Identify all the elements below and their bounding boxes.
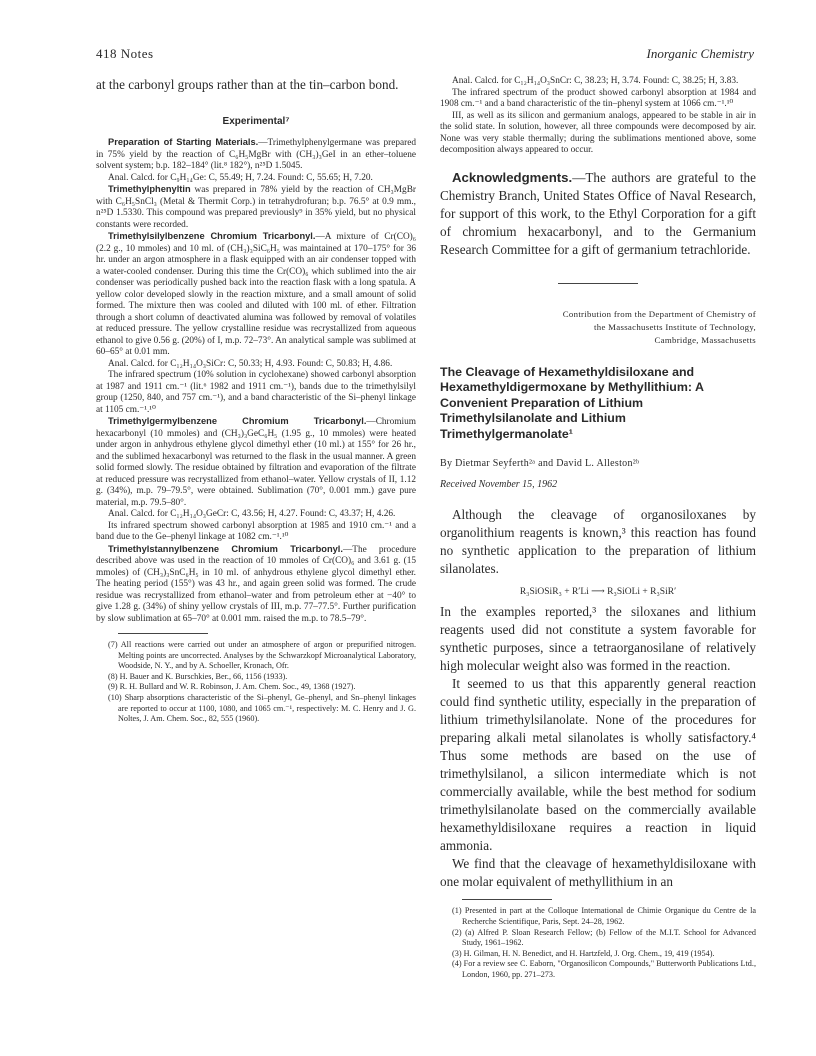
infrared-text: The infrared spectrum of the product showed carbonyl absorption at 1984 and 1908 cm.⁻¹ and a band characteristic of the tin–phenyl system at 1066 cm.⁻¹.¹⁰ [440, 87, 756, 109]
analysis-line: Anal. Calcd. for C₁₂H₁₄O₃GeCr: C, 43.56; H, 4.27. Found: C, 43.37; H, 4.26. [108, 509, 396, 519]
acknowledgments-body: —The authors are grateful to the Chemistry Branch, United States Office of Naval Research, for support of this work, to the Ethyl Corporation for a gift of chromium hexacarbonyl, and to the Germanium Research Committee for a gift of germanium tetrachloride. [440, 169, 756, 257]
footnote-10: (10) Sharp absorptions characteristic of the Si–phenyl, Ge–phenyl, and Sn–phenyl linkages are reported to occur at 1100, 1080, and 1065 cm.⁻¹, respectively: M. C. Henry and J. G. Noltes, J. Am. Chem. Soc., 82, 555 (1960). [108, 692, 416, 724]
stability-text: III, as well as its silicon and germanium analogs, appeared to be stable in air in the solid state. In solution, however, all three compounds were decomposed by air. None was very stable thermally; during the sublimations mentioned above, some decomposition always appeared to occur. [440, 110, 756, 155]
page-header-left: 418 Notes [96, 46, 154, 61]
infrared-text: Its infrared spectrum showed carbonyl absorption at 1985 and 1910 cm.⁻¹ and a band due to the Ge–phenyl linkage at 1082 cm.⁻¹.¹⁰ [96, 520, 416, 542]
run-in-heading: Trimethylphenyltin [108, 184, 191, 194]
run-in-heading: Preparation of Starting Materials. [108, 137, 259, 147]
footnote-7: (7) All reactions were carried out under an atmosphere of argon or prepurified nitrogen. Melting points are uncorrected. Analyses by the Schwarzkopf Microanalytical Laboratory, Woodside, N. Y., and by A. Schoeller, Kronach, Ofr. [108, 640, 416, 671]
footnote-rule [118, 633, 208, 634]
body-paragraph-1: Although the cleavage of organosiloxanes by organolithium reagents is known,³ this reaction has found no synthetic application to the preparation of lithium silanolates. [440, 507, 756, 577]
run-in-heading: Trimethylgermylbenzene Chromium Tricarbonyl. [108, 416, 367, 426]
paragraph-germylbenzene [96, 416, 416, 509]
paragraph-body: —The procedure described above was used in the reaction of 10 mmoles of Cr(CO)₆ and 3.61 g. (15 mmoles) of (CH₃)₃SnC₆H₅ in 10 ml. of anhydrous ethylene glycol dimethyl ether. The heating period (155°) was 43 hr., and again green solid was formed. The crude residue was recrystallized from ethanol–water and from petroleum ether at −40° to give 1.28 g. (34%) of shiny yellow crystals of III, m.p. 77–77.5°. Further purification by slow sublimation at 65–70° at 0.001 mm. raised the m.p. to 78.5–79°. [96, 544, 416, 624]
acknowledgments-heading: Acknowledgments. [452, 169, 573, 185]
acknowledgments [440, 169, 756, 259]
analysis-line: Anal. Calcd. for C₉H₁₄Ge: C, 55.49; H, 7.24. Found: C, 55.65; H, 7.20. [108, 172, 373, 183]
footnote-1: (1) Presented in part at the Colloque International de Chimie Organique du Centre de la Recherche Scientifique, Paris, Sept. 24–28, 1962. [452, 906, 756, 927]
footnote-rule [462, 899, 552, 900]
contribution-line-1: Contribution from the Department of Chemistry of [562, 308, 756, 319]
footnote-8: (8) H. Bauer and K. Burschkies, Ber., 66, 1156 (1933). [108, 671, 288, 681]
paragraph-body: —Trimethylphenylgermane was prepared in 75% yield by the reaction of C₆H₅MgBr with (CH₃)₃GeI in an ether–toluene solvent system; b.p. 182–184° (lit.⁸ 182°), n²⁵D 1.5045. [96, 138, 416, 171]
contribution-line-3: Cambridge, Massachusetts [654, 334, 756, 345]
run-in-heading: Trimethylsilylbenzene Chromium Tricarbonyl. [108, 231, 316, 241]
contribution-line-2: the Massachusetts Institute of Technology, [594, 321, 756, 332]
article-title: The Cleavage of Hexamethyldisiloxane and Hexamethyldigermoxane by Methyllithium: A Convenient Preparation of Lithium Trimethylsilanolate and Lithium Trimethylgermanolate¹ [440, 364, 704, 441]
footnote-9: (9) R. H. Bullard and W. R. Robinson, J. Am. Chem. Soc., 49, 1368 (1927). [108, 682, 356, 692]
footnote-3: (3) H. Gilman, H. N. Benedict, and H. Hartzfeld, J. Org. Chem., 19, 419 (1954). [452, 948, 715, 958]
analysis-line: Anal. Calcd. for C₁₂H₁₄O₃SiCr: C, 50.33; H, 4.93. Found: C, 50.83; H, 4.86. [108, 358, 393, 369]
paragraph-trimethylphenyltin [96, 184, 416, 231]
article-divider [558, 283, 638, 284]
footnote-4: (4) For a review see C. Eaborn, "Organosilicon Compounds," Butterworth Publications Ltd., London, 1960, pp. 271–273. [452, 959, 756, 980]
run-in-heading: Trimethylstannylbenzene Chromium Tricarbonyl. [108, 543, 343, 554]
paragraph-starting-materials [96, 137, 416, 173]
right-column [440, 76, 756, 981]
footnote-2: (2) (a) Alfred P. Sloan Research Fellow; (b) Fellow of the M.I.T. School for Advanced Study, 1961–1962. [452, 927, 756, 948]
body-paragraph-3: It seemed to us that this apparently general reaction could find synthetic utility, especially in the preparation of lithium trimethylsilanolate. None of the procedures for preparing alkali metal silanolates is wholly satisfactory.⁴ Thus some methods are based on the use of trimethylsilanol, a silicon intermediate which is not commercially available, while the best method for sodium trimethylsilanolate based on the commercially available hexamethyldisiloxane requires a reaction in liquid ammonia. [440, 676, 756, 854]
paragraph-body: was prepared in 78% yield by the reaction of CH₃MgBr with C₆H₅SnCl₃ (Metal & Thermit Corp.) in tetrahydrofuran; b.p. 76.5° at 0.9 mm., n²⁵D 1.5330. This compound was prepared previously⁹ in 35% yield, but no physical constants were recorded. [96, 185, 416, 230]
authors: By Dietmar Seyferth²ᵃ and David L. Alleston²ᵇ [440, 458, 640, 470]
section-heading-experimental: Experimental⁷ [222, 116, 290, 127]
journal-name: Inorganic Chemistry [646, 46, 754, 61]
paragraph-body: —A mixture of Cr(CO)₆ (2.2 g., 10 mmoles) and 10 ml. of (CH₃)₃SiC₆H₅ was maintained at 170–175° for 36 hr. under an argon atmosphere in a flask equipped with an air condenser topped with a water-cooled condenser. During this time the Cr(CO)₆ which sublimed into the air condenser was periodically pushed back into the reaction flask with a long spatula. A yellow color developed slowly in the reaction mixture, and a small amount of solid formed. The mixture then was cooled and diluted with 100 ml. of ether. Filtration through a short column of deactivated alumina was followed by removal of volatiles at reduced pressure. The yellow crystalline residue was recrystallized from aqueous ethanol to give 0.56 g. (20%) of I, m.p. 72–73°. An analytical sample was sublimed at 60–65° at 0.01 mm. [96, 232, 416, 357]
paragraph-body: —Chromium hexacarbonyl (10 mmoles) and (CH₃)₃GeC₆H₅ (1.95 g., 10 mmoles) were heated under argon in anhydrous ethylene glycol dimethyl ether (10 ml.) at 155° for 26 hr., and the sublimed hexacarbonyl was returned to the flask in the usual manner. A green solid formed slowly. The residue obtained by filtration and evaporation of the filtrate at reduced pressure was recrystallized from ethanol–water. Yellow crystals of II, 1.12 g. (34%), m.p. 79–79.5°, were obtained. Sublimation (70°, 0.001 mm.) gave pure material, m.p. 79.5–80°. [96, 417, 416, 508]
paragraph-stannylbenzene [96, 544, 416, 626]
infrared-text: The infrared spectrum (10% solution in cyclohexane) showed carbonyl absorption at 1987 and 1911 cm.⁻¹ (lit.⁶ 1982 and 1911 cm.⁻¹), bands due to the trimethylsilyl group (1250, 840, and 757 cm.⁻¹), and a band characteristic of the Si–phenyl linkage at 1105 cm.⁻¹.¹⁰ [96, 370, 416, 415]
body-paragraph-2: In the examples reported,³ the siloxanes and lithium reagents used did not constitute a system favorable for synthetic purposes, since a tetraorganosilane of relatively high molecular weight also was formed in the reaction. [440, 604, 756, 674]
analysis-line: Anal. Calcd. for C₁₂H₁₄O₃SnCr: C, 38.23; H, 3.74. Found: C, 38.25; H, 3.83. [452, 76, 739, 86]
paragraph-silylbenzene [96, 231, 416, 359]
left-column [96, 76, 416, 725]
received-date: Received November 15, 1962 [440, 479, 558, 491]
body-paragraph-4: We find that the cleavage of hexamethyldisiloxane with one molar equivalent of methyllithium in an [440, 856, 756, 890]
intro-text: at the carbonyl groups rather than at the tin–carbon bond. [96, 77, 399, 92]
reaction-equation: R₃SiOSiR₃ + R′Li ⟶ R₃SiOLi + R₃SiR′ [519, 587, 677, 598]
